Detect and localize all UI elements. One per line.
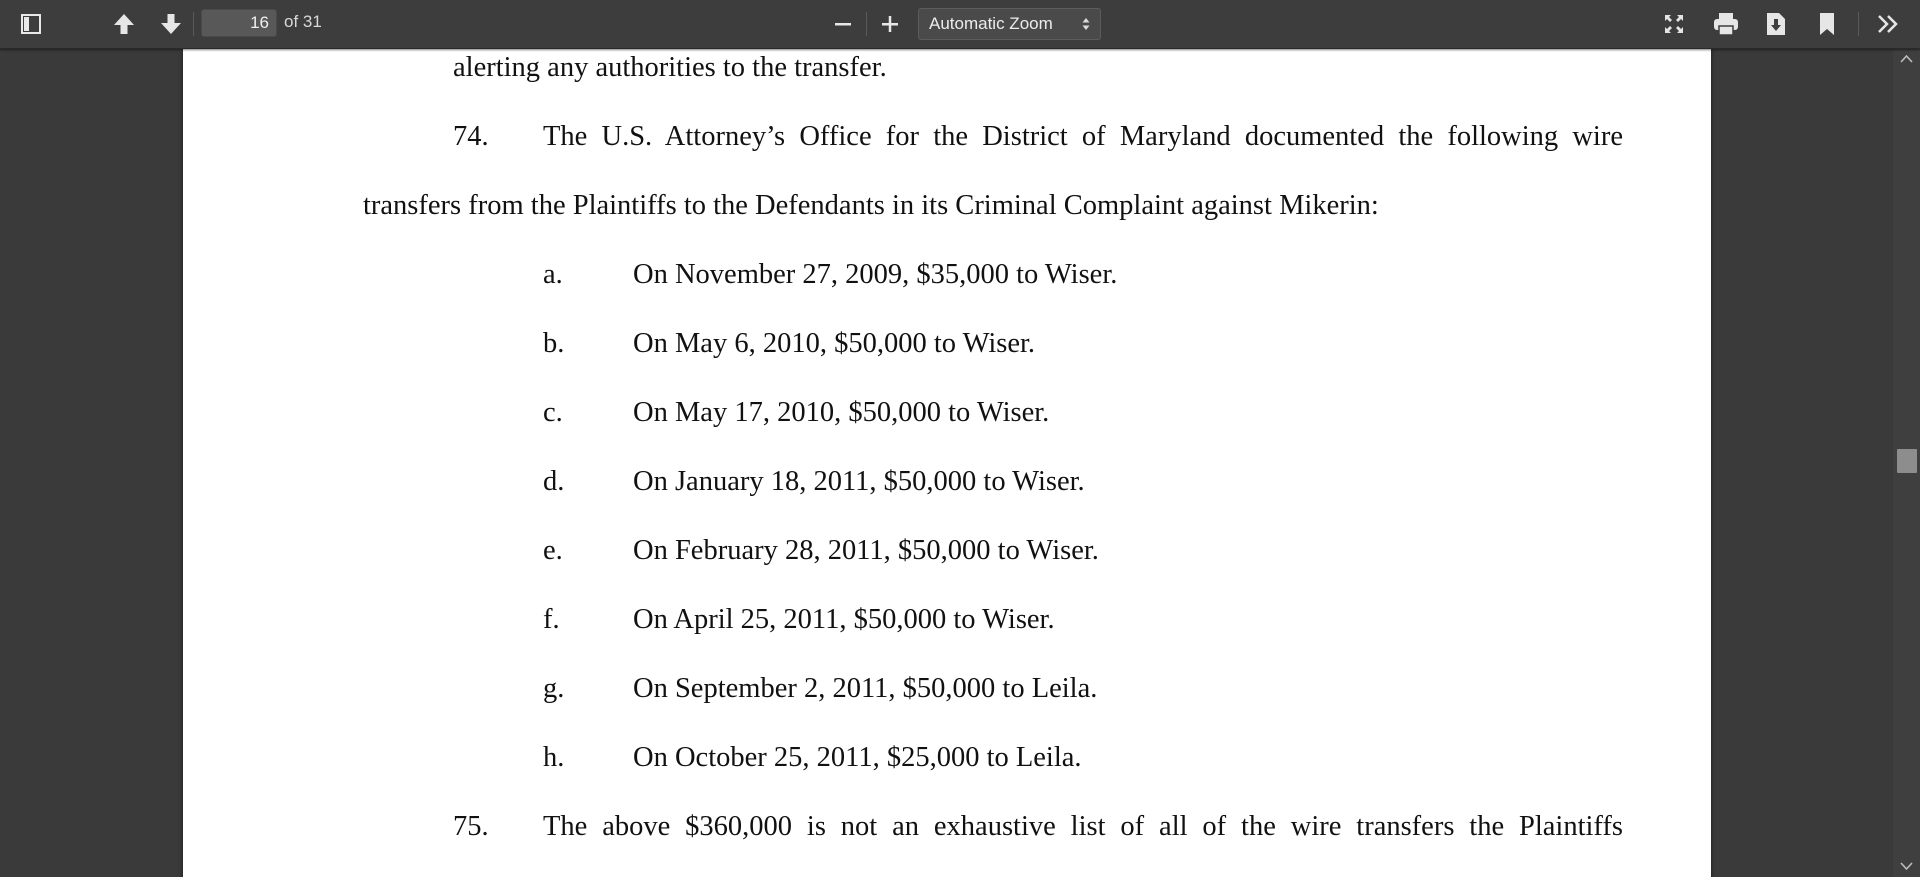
pdf-toolbar (0, 0, 1920, 49)
list-item-text: On May 6, 2010, $50,000 to Wiser. (633, 328, 1036, 359)
select-arrows-icon (1082, 17, 1090, 31)
zoom-select-label: Automatic Zoom (929, 14, 1053, 33)
list-item-letter: c. (543, 397, 563, 428)
plus-icon[interactable] (874, 8, 906, 40)
arrow-down-icon[interactable] (155, 8, 187, 40)
list-item-letter: h. (543, 742, 565, 773)
page-count-label: of 31 (284, 12, 322, 31)
list-item-text: On November 27, 2009, $35,000 to Wiser. (633, 259, 1118, 290)
list-item-letter: b. (543, 328, 565, 359)
fullscreen-icon[interactable] (1658, 8, 1690, 40)
list-item-letter: d. (543, 466, 565, 497)
paragraph-number: 74. (453, 121, 489, 152)
list-item-text: On September 2, 2011, $50,000 to Leila. (633, 673, 1098, 704)
paragraph-74-line-1: The U.S. Attorney’s Office for the District of Maryland documented the following wire (543, 121, 1623, 152)
paragraph-number: 75. (453, 811, 489, 842)
scroll-down-arrow-icon[interactable] (1900, 861, 1913, 871)
list-item-letter: g. (543, 673, 565, 704)
paragraph-74-line-2: transfers from the Plaintiffs to the Defendants in its Criminal Complaint against Mikerin: (363, 190, 1379, 221)
toolbar-separator (1858, 12, 1859, 36)
pdf-page (183, 49, 1711, 877)
list-item-text: On February 28, 2011, $50,000 to Wiser. (633, 535, 1099, 566)
list-item-text: On January 18, 2011, $50,000 to Wiser. (633, 466, 1085, 497)
paragraph-75-line-1: The above $360,000 is not an exhaustive list of all of the wire transfers the Plaintiffs (543, 811, 1623, 842)
zoom-select[interactable] (918, 8, 1101, 40)
page-number-input[interactable] (201, 9, 277, 37)
list-item-text: On April 25, 2011, $50,000 to Wiser. (633, 604, 1055, 635)
continuation-line: alerting any authorities to the transfer. (453, 52, 887, 83)
sidebar-toggle-icon[interactable] (15, 8, 47, 40)
list-item-text: On May 17, 2010, $50,000 to Wiser. (633, 397, 1050, 428)
vertical-scrollbar[interactable] (1893, 49, 1920, 877)
list-item-text: On October 25, 2011, $25,000 to Leila. (633, 742, 1082, 773)
scrollbar-thumb[interactable] (1897, 449, 1917, 473)
list-item-letter: e. (543, 535, 563, 566)
bookmark-icon[interactable] (1811, 8, 1843, 40)
download-icon[interactable] (1760, 8, 1792, 40)
double-chevron-right-icon[interactable] (1872, 8, 1904, 40)
arrow-up-icon[interactable] (108, 8, 140, 40)
list-item-letter: f. (543, 604, 560, 635)
toolbar-separator (193, 12, 194, 36)
scroll-up-arrow-icon[interactable] (1900, 54, 1913, 64)
minus-icon[interactable] (827, 8, 859, 40)
document-viewport[interactable] (0, 49, 1920, 877)
toolbar-separator (866, 12, 867, 36)
list-item-letter: a. (543, 259, 563, 290)
printer-icon[interactable] (1710, 8, 1742, 40)
